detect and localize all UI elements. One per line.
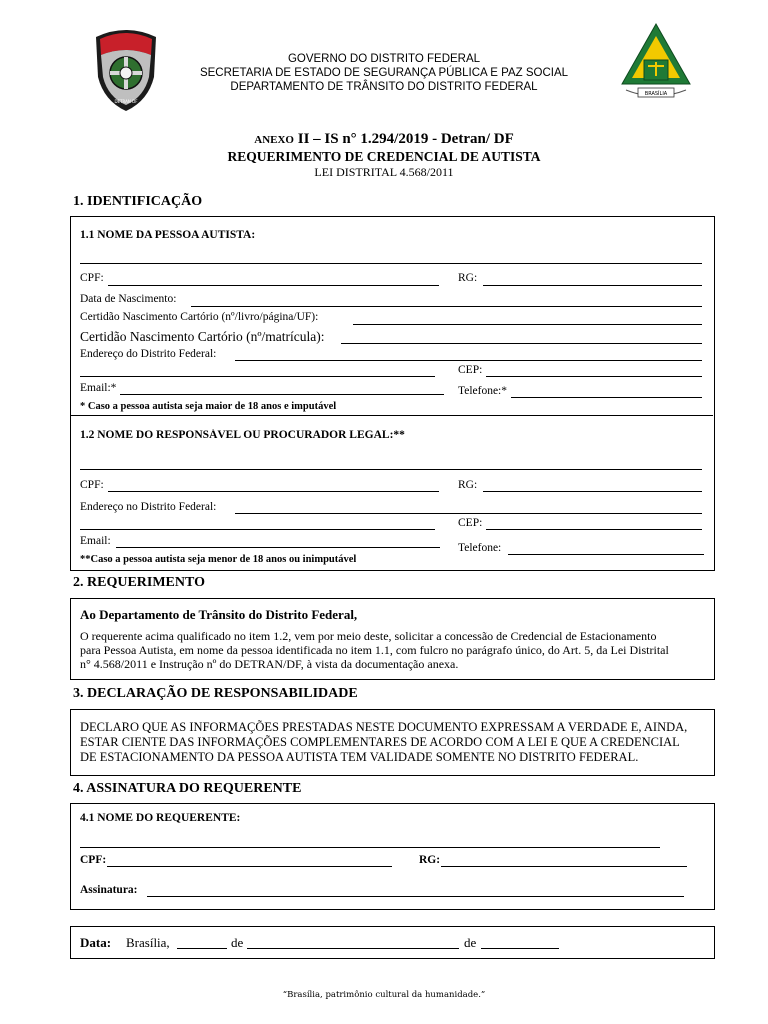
requester-rg-label: RG: [419, 854, 441, 866]
cpf-label: CPF: [80, 272, 104, 284]
guardian-name-field[interactable] [80, 459, 702, 470]
request-text-line-1: O requerente acima qualificado no item 1.2, vem por meio deste, solicitar a concessão de Credencial de Estacionamento [80, 629, 657, 643]
date-label: Data: [80, 935, 112, 950]
header-line-3: DEPARTAMENTO DE TRÂNSITO DO DISTRITO FEDERAL [230, 81, 538, 93]
request-box [70, 598, 715, 680]
autistic-name-label: 1.1 NOME DA PESSOA AUTISTA: [80, 229, 256, 241]
address-line-2-field[interactable] [80, 376, 435, 377]
birth-cert-book-field[interactable] [353, 324, 702, 325]
annex-title: II – IS n° 1.294/2019 - Detran/ DF [293, 131, 514, 147]
institution-header [0, 52, 768, 94]
section-4-heading: 4. ASSINATURA DO REQUERENTE [73, 781, 302, 796]
cep-label: CEP: [458, 364, 483, 376]
annex-prefix: ANEXO [254, 134, 294, 146]
guardian-rg-label: RG: [458, 479, 478, 491]
guardian-cep-label: CEP: [458, 517, 483, 529]
guardian-phone-label: Telefone: [458, 542, 502, 554]
date-month-field[interactable] [247, 948, 459, 949]
guardian-cep-field[interactable] [486, 529, 702, 530]
date-city: Brasília, [126, 935, 170, 950]
cpf-field[interactable] [108, 285, 439, 286]
birth-cert-registry-label: Certidão Nascimento Cartório (nº/matrícula): [80, 329, 325, 344]
signature-box [70, 803, 715, 910]
addressee: Ao Departamento de Trânsito do Distrito Federal, [80, 607, 358, 622]
guardian-cpf-label: CPF: [80, 479, 104, 491]
law-reference: LEI DISTRITAL 4.568/2011 [314, 165, 454, 179]
date-de-2: de [464, 935, 477, 950]
date-day-field[interactable] [177, 948, 227, 949]
document-title [0, 130, 768, 179]
date-year-field[interactable] [481, 948, 559, 949]
footer-motto: “Brasília, patrimônio cultural da humanidade.” [282, 990, 486, 1000]
signature-field[interactable] [147, 896, 684, 897]
rg-label: RG: [458, 272, 478, 284]
guardian-address-line-2-field[interactable] [80, 529, 435, 530]
phone-field[interactable] [511, 397, 702, 398]
document-subtitle: REQUERIMENTO DE CREDENCIAL DE AUTISTA [227, 149, 541, 164]
phone-label: Telefone:* [458, 385, 508, 397]
signature-label: Assinatura: [80, 884, 138, 896]
guardian-rg-field[interactable] [483, 491, 702, 492]
email-label: Email:* [80, 382, 117, 394]
birth-date-label: Data de Nascimento: [80, 293, 177, 305]
cep-field[interactable] [486, 376, 702, 377]
requester-name-label: 4.1 NOME DO REQUERENTE: [80, 812, 241, 824]
requester-cpf-field[interactable] [107, 866, 392, 867]
adult-note: * Caso a pessoa autista seja maior de 18 anos e imputável [80, 401, 337, 412]
address-label: Endereço do Distrito Federal: [80, 348, 217, 360]
guardian-cpf-field[interactable] [108, 491, 439, 492]
guardian-email-label: Email: [80, 535, 111, 547]
guardian-address-label: Endereço no Distrito Federal: [80, 501, 217, 513]
birth-date-field[interactable] [191, 306, 702, 307]
subsection-divider [71, 415, 713, 416]
header-line-1: GOVERNO DO DISTRITO FEDERAL [287, 53, 481, 65]
minor-note: **Caso a pessoa autista seja menor de 18 anos ou inimputável [80, 554, 357, 565]
section-2-heading: 2. REQUERIMENTO [73, 575, 205, 590]
requester-name-field[interactable] [80, 837, 660, 848]
declaration-line-3: DE ESTACIONAMENTO DA PESSOA AUTISTA TEM VALIDADE SOMENTE NO DISTRITO FEDERAL. [80, 750, 639, 764]
requester-rg-field[interactable] [441, 866, 687, 867]
detran-logo-text: DETRAN DF [114, 99, 138, 104]
identification-box [70, 216, 715, 571]
birth-cert-registry-field[interactable] [341, 343, 702, 344]
date-box [70, 926, 715, 959]
birth-cert-book-label: Certidão Nascimento Cartório (nº/livro/página/UF): [80, 311, 319, 323]
date-de-1: de [231, 935, 244, 950]
guardian-name-label: 1.2 NOME DO RESPONSÁVEL OU PROCURADOR LEGAL:** [80, 429, 405, 441]
section-1-heading: 1. IDENTIFICAÇÃO [73, 194, 203, 209]
guardian-phone-field[interactable] [508, 554, 704, 555]
declaration-line-1: DECLARO QUE AS INFORMAÇÕES PRESTADAS NESTE DOCUMENTO EXPRESSAM A VERDADE E, AINDA, [80, 720, 688, 734]
header-line-2: SECRETARIA DE ESTADO DE SEGURANÇA PÚBLICA E PAZ SOCIAL [199, 67, 569, 79]
rg-field[interactable] [483, 285, 702, 286]
declaration-line-2: ESTAR CIENTE DAS INFORMAÇÕES COMPLEMENTARES DE ACORDO COM A LEI E QUE A CREDENCIAL [80, 735, 680, 749]
request-text-line-2: para Pessoa Autista, em nome da pessoa identificada no item 1.1, com fulcro no parágrafo único, do Art. 5, da Lei Distrital [80, 643, 669, 657]
email-field[interactable] [120, 394, 444, 395]
section-3-heading: 3. DECLARAÇÃO DE RESPONSABILIDADE [73, 686, 358, 701]
guardian-address-field[interactable] [235, 513, 702, 514]
emblem-text: BRASÍLIA [644, 91, 668, 97]
requester-cpf-label: CPF: [80, 854, 107, 866]
guardian-email-field[interactable] [116, 547, 440, 548]
autistic-name-field[interactable] [80, 253, 702, 264]
declaration-box [70, 709, 715, 776]
request-text-line-3: n° 4.568/2011 e Instrução nº do DETRAN/DF, à vista da documentação anexa. [80, 657, 459, 671]
address-field[interactable] [235, 360, 702, 361]
